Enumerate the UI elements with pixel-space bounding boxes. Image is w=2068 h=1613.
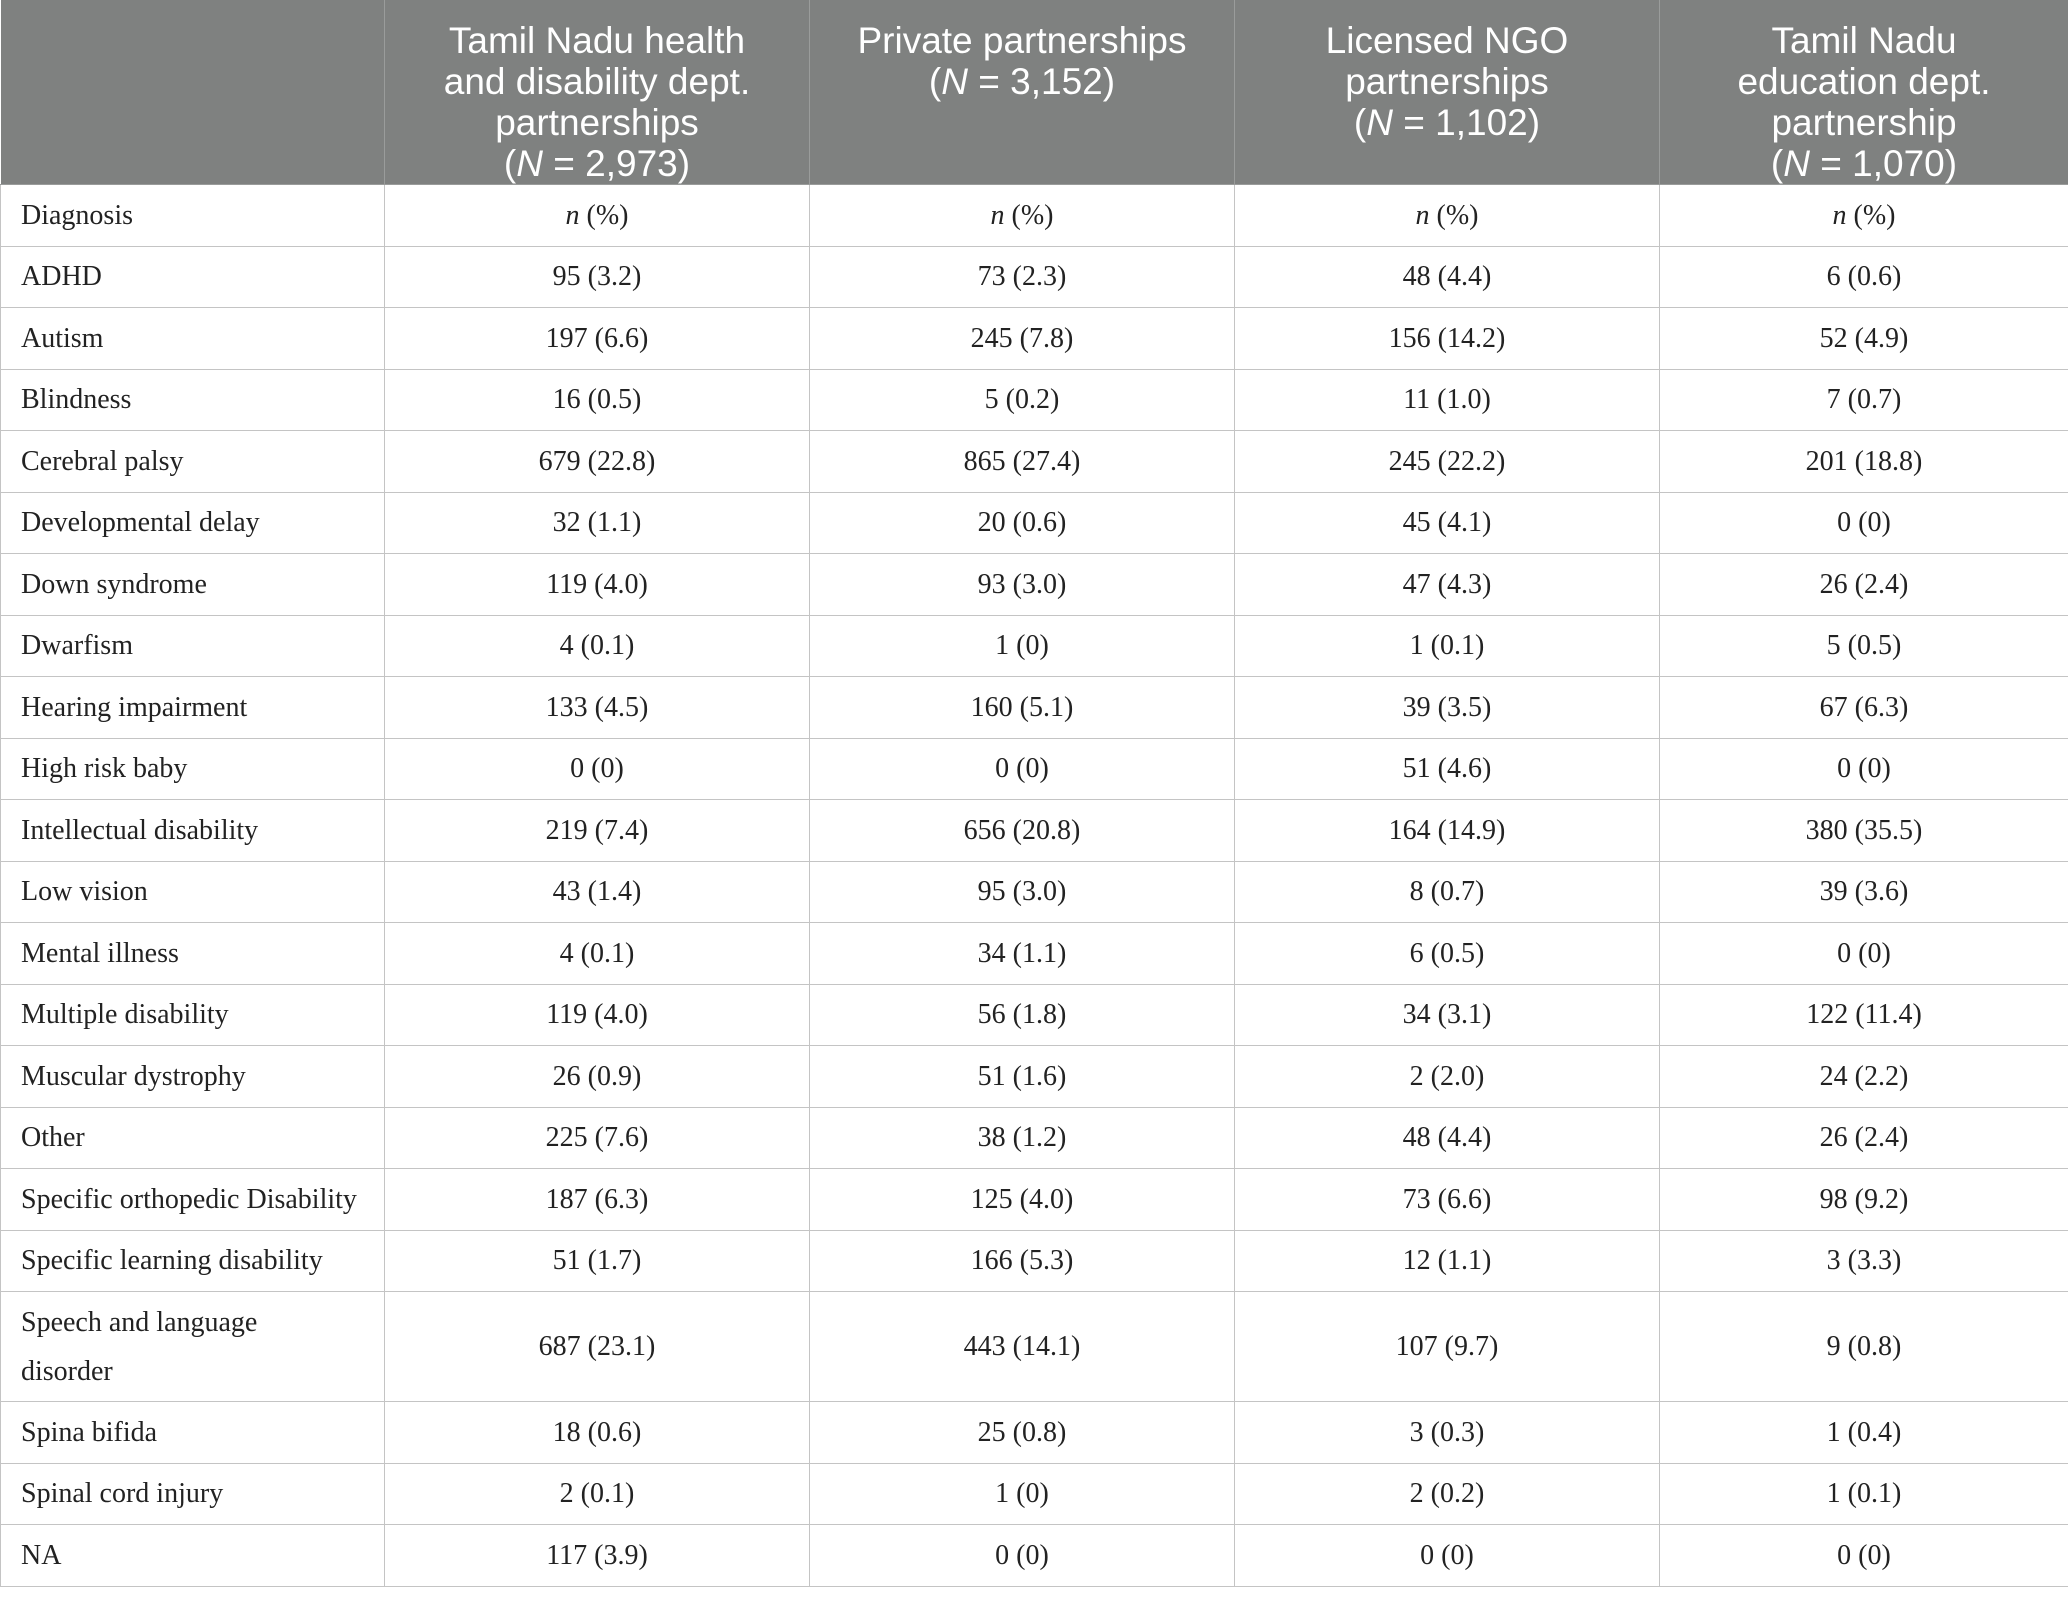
column-header-1 [385,0,810,185]
count-percent-cell: 117 (3.9) [385,1525,810,1587]
count-percent-cell: 679 (22.8) [385,431,810,493]
count-percent-cell: 865 (27.4) [810,431,1235,493]
diagnosis-label-line: Speech and language [21,1306,258,1338]
count-percent-cell: 107 (9.7) [1235,1292,1660,1402]
column-header-sample-size [820,61,1224,102]
sample-size-symbol: N [1366,102,1393,143]
count-percent-cell: 156 (14.2) [1235,308,1660,370]
count-percent-cell: 1 (0.4) [1660,1402,2068,1464]
count-percent-cell: 51 (1.7) [385,1230,810,1292]
table-row [1,861,2068,923]
percent-symbol: (%) [1004,199,1054,231]
count-percent-cell: 43 (1.4) [385,861,810,923]
n-symbol: n [1832,199,1847,231]
column-header-sample-size [395,143,799,184]
column-header-line: and disability dept. [443,61,751,102]
diagnosis-label: Autism [1,308,385,370]
table-row [1,246,2068,308]
column-header-3 [1235,0,1660,185]
count-percent-cell: 197 (6.6) [385,308,810,370]
count-percent-cell: 245 (7.8) [810,308,1235,370]
column-header-line: Tamil Nadu [1771,20,1957,61]
count-percent-cell: 3 (3.3) [1660,1230,2068,1292]
count-percent-cell: 47 (4.3) [1235,554,1660,616]
count-percent-cell: 0 (0) [1660,492,2068,554]
count-percent-cell: 56 (1.8) [810,984,1235,1046]
diagnosis-label: Developmental delay [1,492,385,554]
count-percent-cell: 656 (20.8) [810,800,1235,862]
count-percent-cell: 67 (6.3) [1660,677,2068,739]
count-percent-cell: 20 (0.6) [810,492,1235,554]
table-row [1,1107,2068,1169]
count-percent-cell: 51 (4.6) [1235,738,1660,800]
table-row [1,431,2068,493]
count-percent-cell: 0 (0) [1660,1525,2068,1587]
sample-size-open-paren: ( [1353,102,1367,143]
column-header-sample-size [1670,143,2058,184]
diagnosis-label: NA [1,1525,385,1587]
column-header-line: Private partnerships [857,20,1187,61]
table-row [1,554,2068,616]
diagnosis-label: Spina bifida [1,1402,385,1464]
sample-size-value: = 2,973) [542,143,691,184]
column-header-2 [810,0,1235,185]
count-percent-cell: 24 (2.2) [1660,1046,2068,1108]
count-percent-cell: 1 (0.1) [1660,1463,2068,1525]
count-percent-cell: 45 (4.1) [1235,492,1660,554]
count-percent-cell: 164 (14.9) [1235,800,1660,862]
count-percent-cell: 16 (0.5) [385,369,810,431]
count-percent-cell: 6 (0.6) [1660,246,2068,308]
count-percent-cell: 3 (0.3) [1235,1402,1660,1464]
count-percent-cell: 51 (1.6) [810,1046,1235,1108]
count-percent-cell: 18 (0.6) [385,1402,810,1464]
diagnosis-label: Specific orthopedic Disability [1,1169,385,1231]
table-row [1,1046,2068,1108]
count-percent-cell: 225 (7.6) [385,1107,810,1169]
count-percent-cell: 93 (3.0) [810,554,1235,616]
count-percent-cell: 2 (0.2) [1235,1463,1660,1525]
diagnosis-label: Spinal cord injury [1,1463,385,1525]
count-percent-cell: 95 (3.0) [810,861,1235,923]
diagnosis-label: Blindness [1,369,385,431]
count-percent-cell: 98 (9.2) [1660,1169,2068,1231]
sample-size-value: = 1,070) [1809,143,1958,184]
count-percent-cell: 26 (0.9) [385,1046,810,1108]
count-percent-cell: 0 (0) [385,738,810,800]
table-row [1,800,2068,862]
count-percent-cell: 6 (0.5) [1235,923,1660,985]
table-row [1,1402,2068,1464]
diagnosis-label: ADHD [1,246,385,308]
column-header-line: Licensed NGO [1325,20,1569,61]
count-percent-cell: 4 (0.1) [385,615,810,677]
count-percent-cell: 12 (1.1) [1235,1230,1660,1292]
diagnosis-label: Hearing impairment [1,677,385,739]
diagnosis-label: Muscular dystrophy [1,1046,385,1108]
n-percent-label [1660,185,2068,247]
diagnosis-label: Cerebral palsy [1,431,385,493]
table-row [1,738,2068,800]
diagnosis-label [1,1292,385,1402]
count-percent-cell: 1 (0) [810,1463,1235,1525]
sample-size-value: = 3,152) [967,61,1116,102]
header-corner-cell [1,0,385,185]
percent-symbol: (%) [1429,199,1479,231]
count-percent-cell: 48 (4.4) [1235,1107,1660,1169]
count-percent-cell: 122 (11.4) [1660,984,2068,1046]
table-row [1,1169,2068,1231]
diagnosis-label: Down syndrome [1,554,385,616]
table-row [1,923,2068,985]
table-row [1,615,2068,677]
table-row [1,492,2068,554]
table-row [1,1230,2068,1292]
count-percent-cell: 39 (3.5) [1235,677,1660,739]
count-percent-cell: 187 (6.3) [385,1169,810,1231]
count-percent-cell: 1 (0) [810,615,1235,677]
count-percent-cell: 380 (35.5) [1660,800,2068,862]
count-percent-cell: 26 (2.4) [1660,1107,2068,1169]
count-percent-cell: 11 (1.0) [1235,369,1660,431]
diagnosis-label: High risk baby [1,738,385,800]
table-header-row [1,0,2068,185]
n-symbol: n [565,199,580,231]
count-percent-cell: 2 (2.0) [1235,1046,1660,1108]
sample-size-open-paren: ( [503,143,517,184]
count-percent-cell: 48 (4.4) [1235,246,1660,308]
subheader-row [1,185,2068,247]
sample-size-open-paren: ( [1770,143,1784,184]
count-percent-cell: 38 (1.2) [810,1107,1235,1169]
count-percent-cell: 133 (4.5) [385,677,810,739]
count-percent-cell: 0 (0) [810,1525,1235,1587]
column-header-line: partnerships [495,102,699,143]
count-percent-cell: 2 (0.1) [385,1463,810,1525]
count-percent-cell: 443 (14.1) [810,1292,1235,1402]
diagnosis-label: Low vision [1,861,385,923]
table-body [1,185,2068,1587]
count-percent-cell: 73 (6.6) [1235,1169,1660,1231]
column-header-line: partnerships [1345,61,1549,102]
table-row [1,677,2068,739]
column-header-line: partnership [1771,102,1957,143]
percent-symbol: (%) [1846,199,1896,231]
table-row [1,1292,2068,1402]
count-percent-cell: 34 (3.1) [1235,984,1660,1046]
diagnosis-label-line: disorder [21,1355,113,1387]
count-percent-cell: 5 (0.2) [810,369,1235,431]
count-percent-cell: 219 (7.4) [385,800,810,862]
n-percent-label [385,185,810,247]
count-percent-cell: 26 (2.4) [1660,554,2068,616]
count-percent-cell: 95 (3.2) [385,246,810,308]
count-percent-cell: 7 (0.7) [1660,369,2068,431]
n-symbol: n [1415,199,1430,231]
diagnosis-label: Intellectual disability [1,800,385,862]
n-symbol: n [990,199,1005,231]
count-percent-cell: 119 (4.0) [385,984,810,1046]
count-percent-cell: 125 (4.0) [810,1169,1235,1231]
count-percent-cell: 25 (0.8) [810,1402,1235,1464]
column-header-line: education dept. [1737,61,1991,102]
count-percent-cell: 0 (0) [1235,1525,1660,1587]
column-header-4 [1660,0,2068,185]
count-percent-cell: 34 (1.1) [810,923,1235,985]
column-header-line: Tamil Nadu health [448,20,746,61]
count-percent-cell: 39 (3.6) [1660,861,2068,923]
count-percent-cell: 32 (1.1) [385,492,810,554]
count-percent-cell: 245 (22.2) [1235,431,1660,493]
table-row [1,1463,2068,1525]
count-percent-cell: 0 (0) [810,738,1235,800]
sample-size-symbol: N [1783,143,1810,184]
sample-size-open-paren: ( [928,61,942,102]
table-row [1,308,2068,370]
count-percent-cell: 8 (0.7) [1235,861,1660,923]
count-percent-cell: 166 (5.3) [810,1230,1235,1292]
diagnosis-label: Specific learning disability [1,1230,385,1292]
count-percent-cell: 52 (4.9) [1660,308,2068,370]
percent-symbol: (%) [579,199,629,231]
count-percent-cell: 0 (0) [1660,923,2068,985]
diagnosis-label: Mental illness [1,923,385,985]
n-percent-label [810,185,1235,247]
diagnosis-label: Dwarfism [1,615,385,677]
sample-size-value: = 1,102) [1392,102,1541,143]
table-row [1,1525,2068,1587]
count-percent-cell: 201 (18.8) [1660,431,2068,493]
diagnosis-label: Multiple disability [1,984,385,1046]
count-percent-cell: 73 (2.3) [810,246,1235,308]
count-percent-cell: 160 (5.1) [810,677,1235,739]
count-percent-cell: 4 (0.1) [385,923,810,985]
table-row [1,369,2068,431]
diagnosis-label: Other [1,1107,385,1169]
count-percent-cell: 1 (0.1) [1235,615,1660,677]
count-percent-cell: 5 (0.5) [1660,615,2068,677]
sample-size-symbol: N [941,61,968,102]
sample-size-symbol: N [516,143,543,184]
table-row [1,984,2068,1046]
diagnosis-column-label: Diagnosis [1,185,385,247]
count-percent-cell: 9 (0.8) [1660,1292,2068,1402]
count-percent-cell: 119 (4.0) [385,554,810,616]
n-percent-label [1235,185,1660,247]
count-percent-cell: 0 (0) [1660,738,2068,800]
count-percent-cell: 687 (23.1) [385,1292,810,1402]
column-header-sample-size [1245,102,1649,143]
